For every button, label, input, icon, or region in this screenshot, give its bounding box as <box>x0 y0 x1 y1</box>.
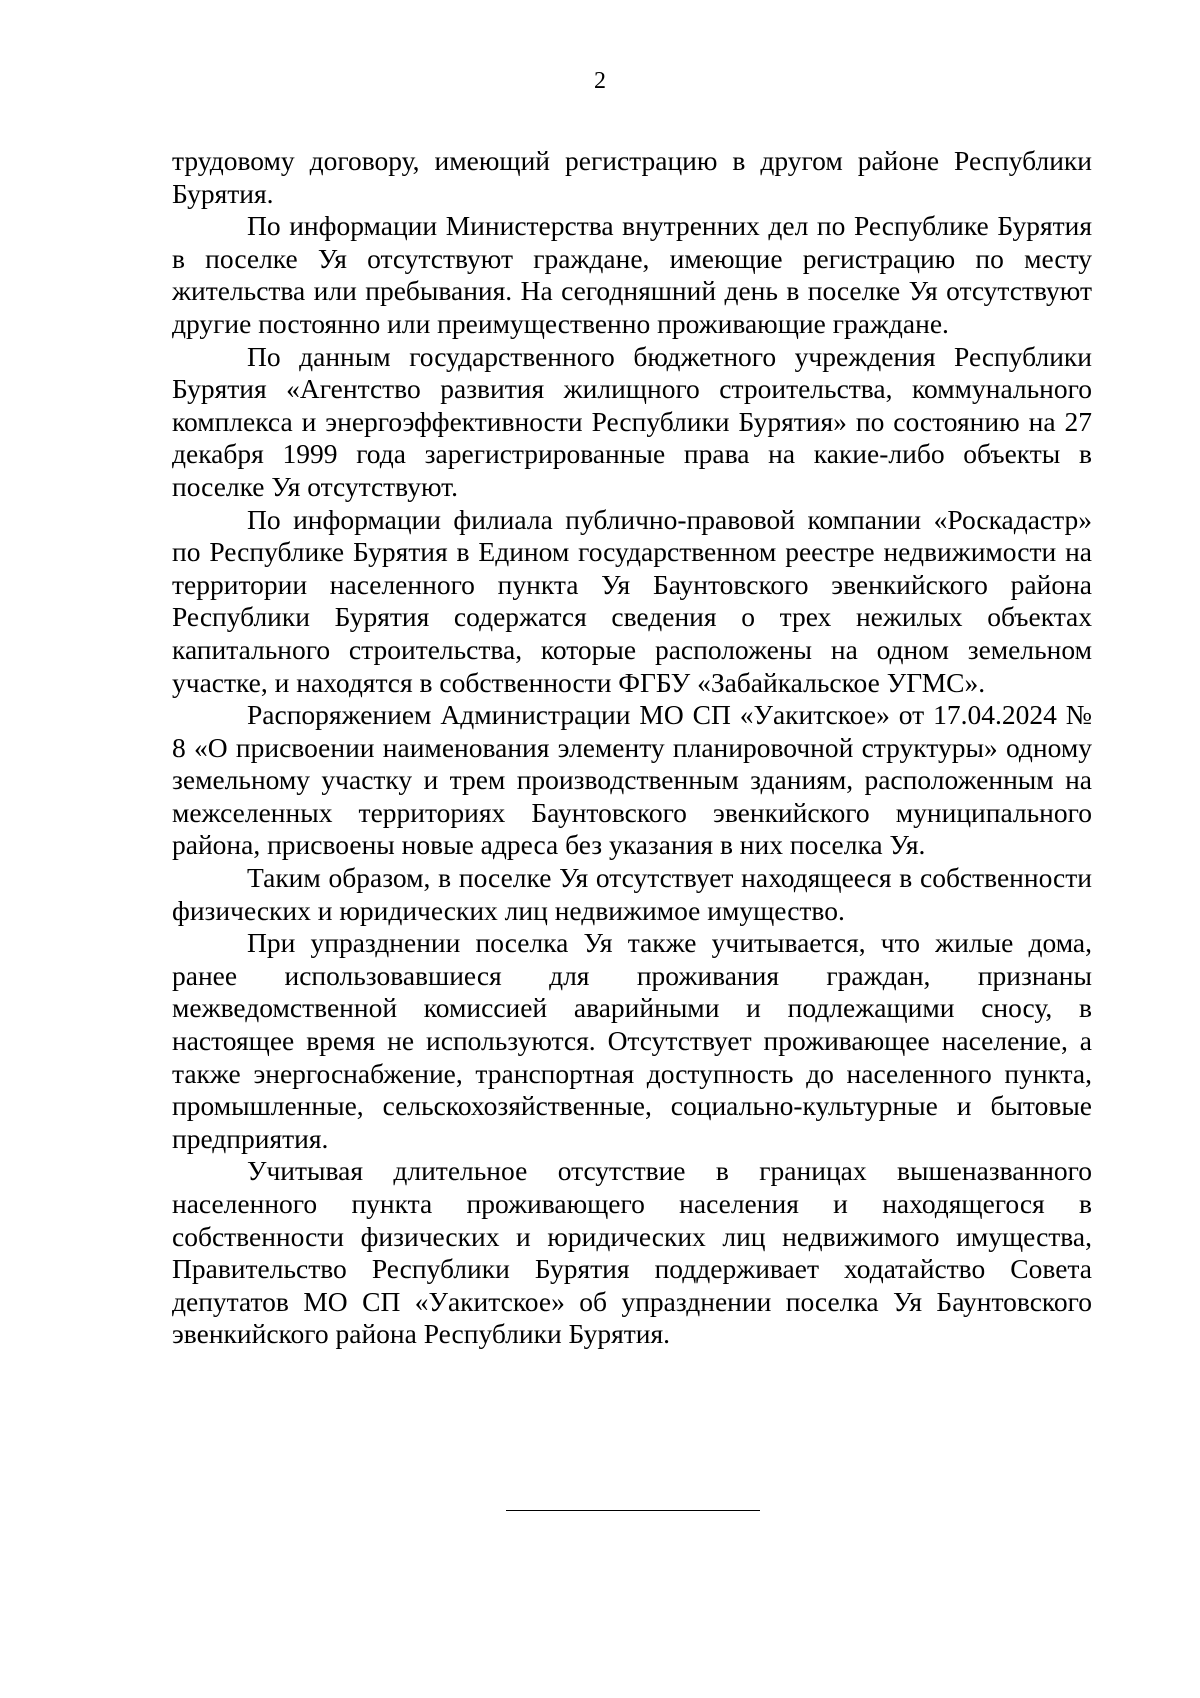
page-number: 2 <box>594 68 606 94</box>
paragraph-housing-agency: По данным государственного бюджетного учреждения Республики Бурятия «Агентство развития жилищного строительства, коммунального комплекса и энергоэффективности Республики Бурятия» по состоянию на 27 декабря 1999 года зарегистрированные права на какие-либо объекты в поселке Уя отсутствуют. <box>172 340 1092 502</box>
paragraph-administration-order: Распоряжением Администрации МО СП «Уакитское» от 17.04.2024 № 8 «О присвоении наименования элементу планировочной структуры» одному земельному участку и трем производственным зданиям, расположенным на межселенных территориях Баунтовского эвенкийского муниципального района, присвоены новые адреса без указания в них поселка Уя. <box>172 699 1092 861</box>
paragraph-continuation: трудовому договору, имеющий регистрацию в другом районе Республики Бурятия. <box>172 145 1092 209</box>
paragraph-mvd-info: По информации Министерства внутренних дел по Республике Бурятия в поселке Уя отсутствуют граждане, имеющие регистрацию по месту жительства или пребывания. На сегодняшний день в поселке Уя отсутствуют другие постоянно или преимущественно проживающие граждане. <box>172 210 1092 339</box>
end-of-document-rule <box>506 1510 760 1511</box>
paragraph-abolition-conditions: При упразднении поселка Уя также учитывается, что жилые дома, ранее использовавшиеся для проживания граждан, признаны межведомственной комиссией аварийными и подлежащими сносу, в настоящее время не используются. Отсутствует проживающее население, а также энергоснабжение, транспортная доступность до населенного пункта, промышленные, сельскохозяйственные, социально-культурные и бытовые предприятия. <box>172 927 1092 1154</box>
paragraph-no-property: Таким образом, в поселке Уя отсутствует находящееся в собственности физических и юридических лиц недвижимое имущество. <box>172 862 1092 926</box>
paragraph-roskadastr: По информации филиала публично-правовой компании «Роскадастр» по Республике Бурятия в Едином государственном реестре недвижимости на территории населенного пункта Уя Баунтовского эвенкийского района Республики Бурятия содержатся сведения о трех нежилых объектах капитального строительства, которые расположены на одном земельном участке, и находятся в собственности ФГБУ «Забайкальское УГМС». <box>172 503 1092 698</box>
paragraph-government-support: Учитывая длительное отсутствие в границах вышеназванного населенного пункта проживающего населения и находящегося в собственности физических и юридических лиц недвижимого имущества, Правительство Республики Бурятия поддерживает ходатайство Совета депутатов МО СП «Уакитское» об упразднении поселка Уя Баунтовского эвенкийского района Республики Бурятия. <box>172 1155 1092 1350</box>
document-body <box>172 145 1092 1351</box>
